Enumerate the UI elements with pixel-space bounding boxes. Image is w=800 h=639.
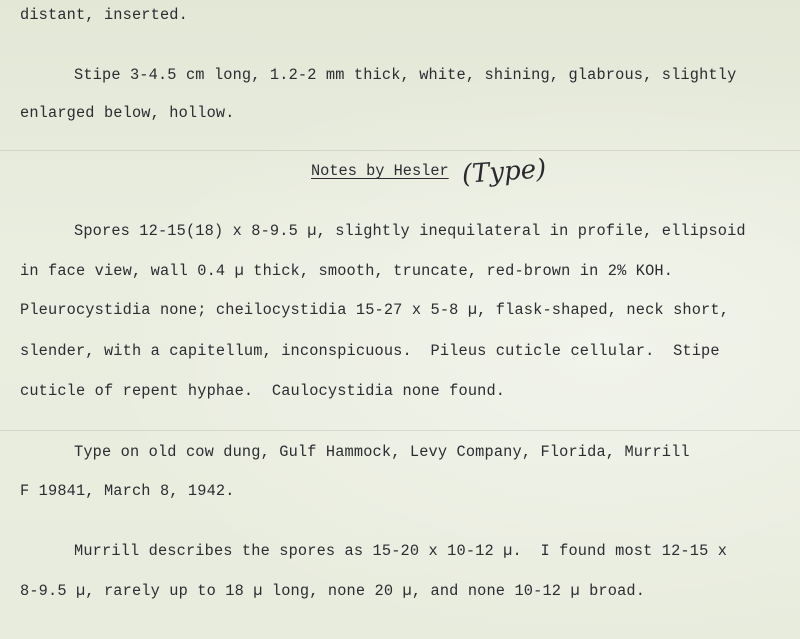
text-line: F 19841, March 8, 1942. [20, 482, 235, 500]
text-line: Stipe 3-4.5 cm long, 1.2-2 mm thick, white, shining, glabrous, slightly [74, 66, 737, 84]
section-heading: Notes by Hesler [311, 162, 449, 180]
text-line: Spores 12-15(18) x 8-9.5 µ, slightly inequilateral in profile, ellipsoid [74, 222, 746, 240]
text-line: enlarged below, hollow. [20, 104, 235, 122]
text-line: distant, inserted. [20, 6, 188, 24]
text-line: cuticle of repent hyphae. Caulocystidia none found. [20, 382, 506, 400]
text-line: 8-9.5 µ, rarely up to 18 µ long, none 20 µ, and none 10-12 µ broad. [20, 582, 646, 600]
text-line: slender, with a capitellum, inconspicuous. Pileus cuticle cellular. Stipe [20, 342, 720, 360]
text-line: Type on old cow dung, Gulf Hammock, Levy Company, Florida, Murrill [74, 443, 690, 461]
paper-fold-line [0, 430, 800, 431]
text-line: Pleurocystidia none; cheilocystidia 15-27 x 5-8 µ, flask-shaped, neck short, [20, 301, 730, 319]
handwritten-annotation: (Type) [460, 154, 548, 190]
text-line: Murrill describes the spores as 15-20 x 10-12 µ. I found most 12-15 x [74, 542, 728, 560]
text-line: in face view, wall 0.4 µ thick, smooth, truncate, red-brown in 2% KOH. [20, 262, 674, 280]
paper-fold-line [0, 150, 800, 151]
